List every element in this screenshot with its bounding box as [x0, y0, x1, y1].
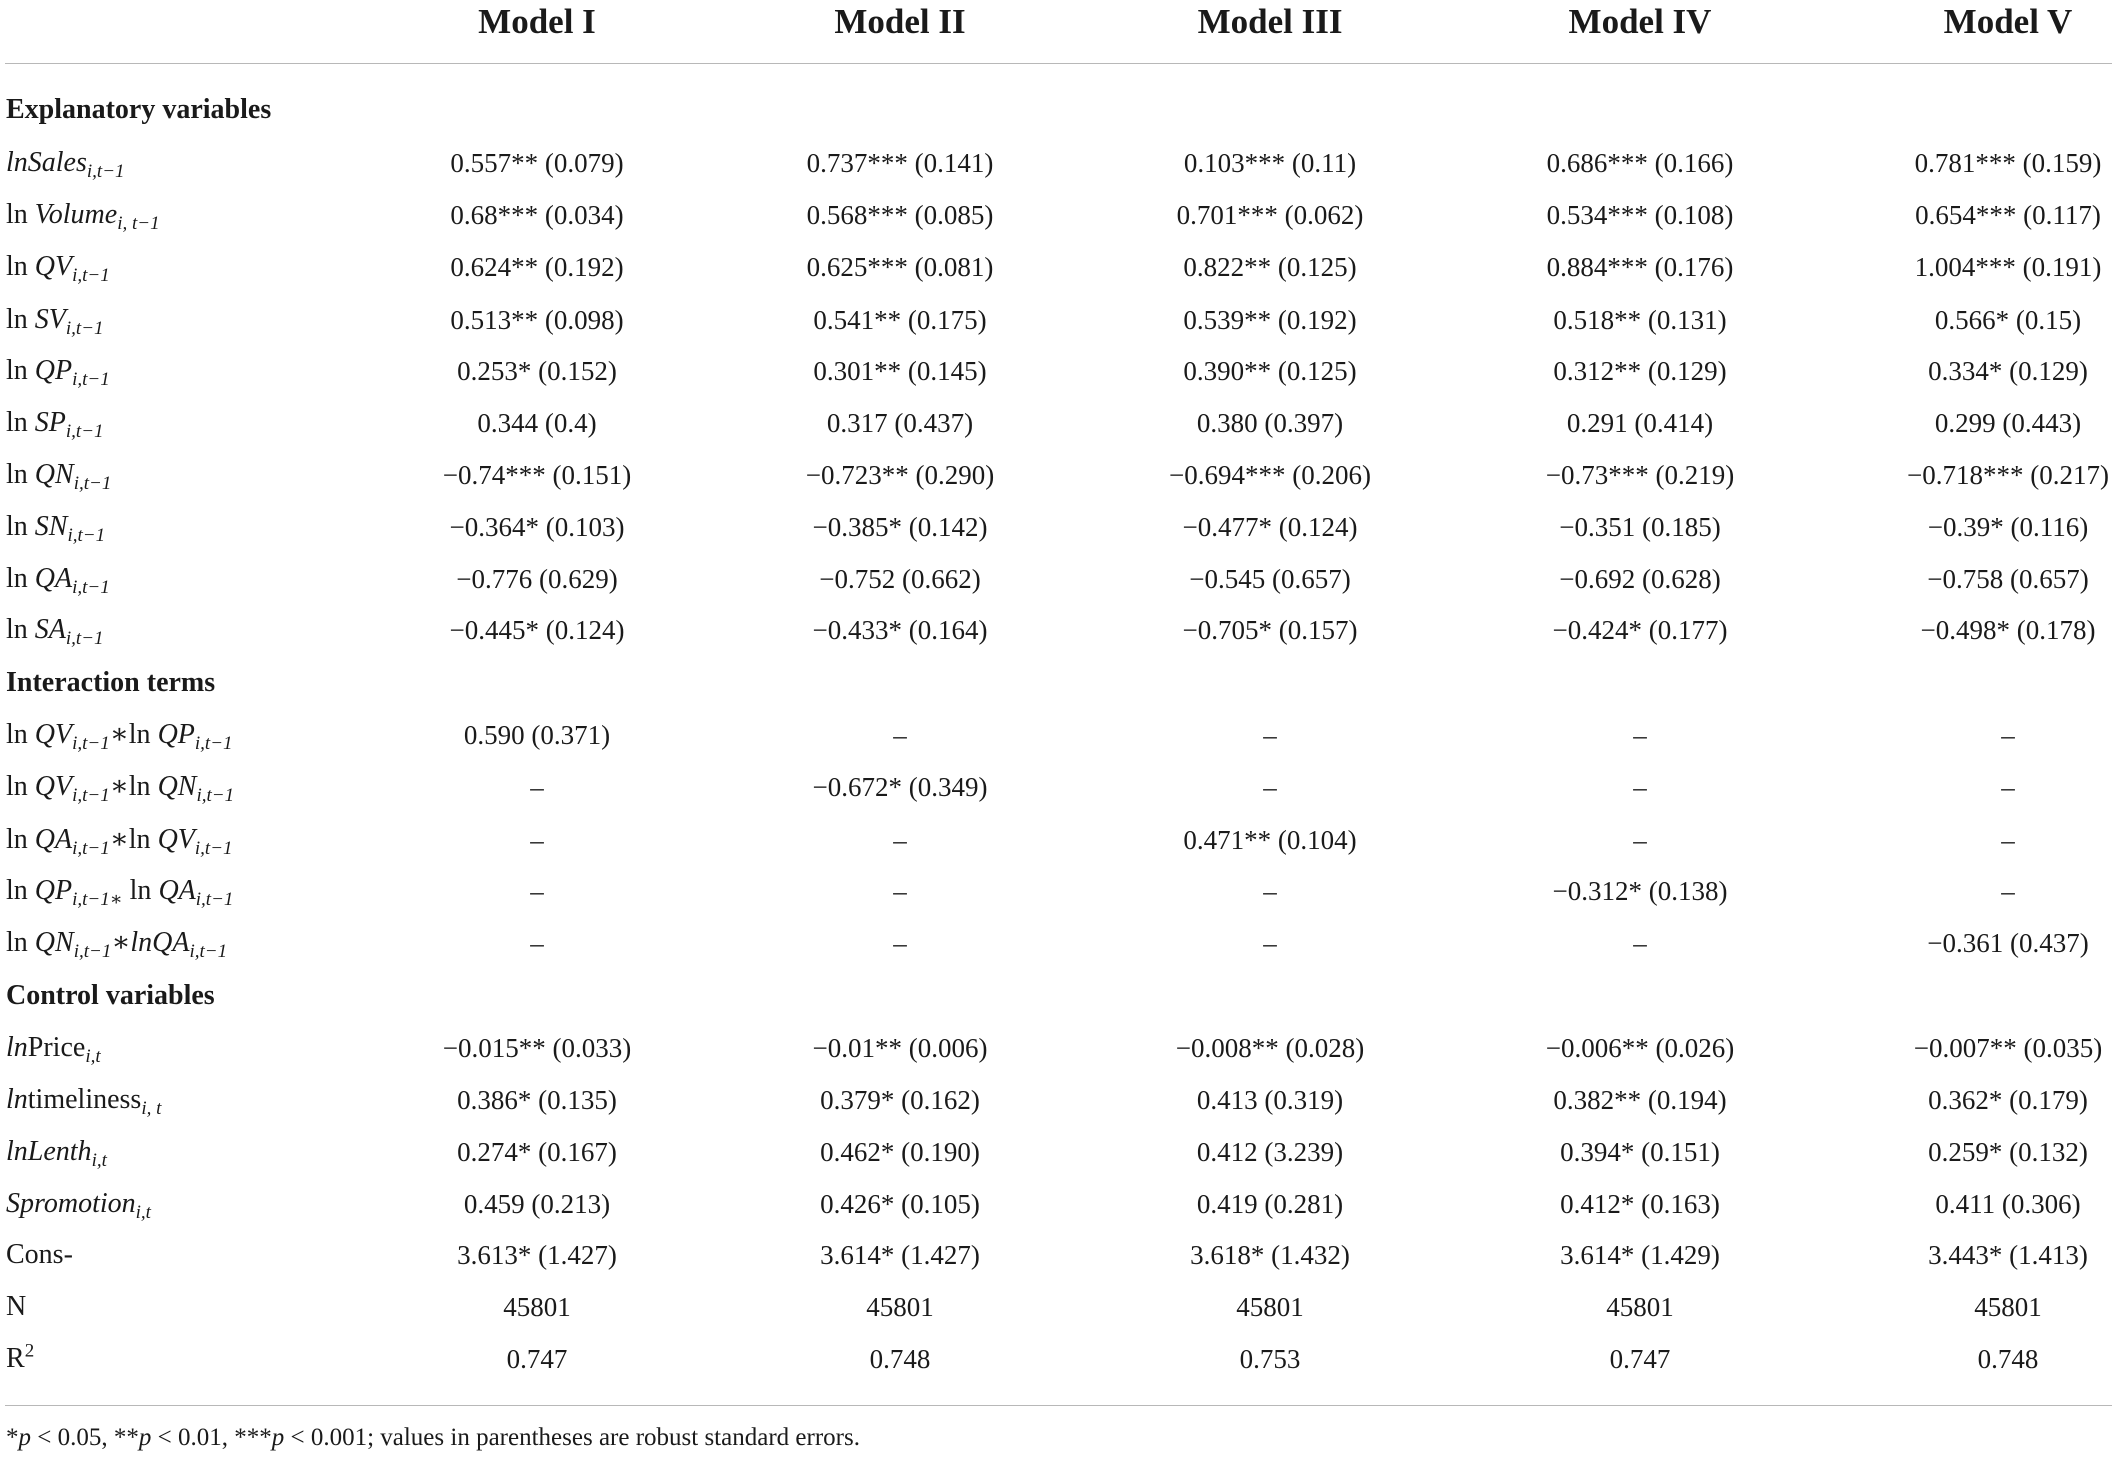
table-row [0, 561, 2117, 613]
label-prefix: ln [6, 511, 35, 542]
table-cell: −0.445* (0.124) [449, 615, 625, 645]
table-cell: 0.518** (0.131) [1553, 305, 1727, 335]
row-label [6, 1134, 107, 1170]
table-cell: −0.545 (0.657) [1189, 564, 1351, 594]
label-subscript: i,t−1 [195, 889, 234, 910]
label-variable: lnLenth [6, 1136, 92, 1167]
table-cell: 0.513** (0.098) [450, 305, 624, 335]
label-subscript: i,t−1 [73, 941, 112, 962]
table-row [0, 1341, 2117, 1393]
row-label [6, 302, 104, 338]
row-label [6, 405, 104, 441]
table-cell: 45801 [1974, 1292, 2042, 1322]
row-label [6, 249, 110, 285]
table-row [0, 1237, 2117, 1289]
table-header [0, 0, 2117, 62]
label-variable: lnSales [6, 147, 87, 178]
label-operator: ∗ [111, 927, 131, 958]
table-row [0, 822, 2117, 874]
table-cell: – [530, 825, 544, 855]
table-cell: – [1263, 928, 1277, 958]
table-cell: – [1263, 876, 1277, 906]
table-cell: 0.312** (0.129) [1553, 356, 1727, 386]
row-label [6, 1186, 151, 1222]
table-cell: 0.411 (0.306) [1935, 1189, 2081, 1219]
label-subscript: i, t [141, 1098, 162, 1119]
table-cell: 0.884*** (0.176) [1546, 252, 1734, 282]
table-cell: 0.274* (0.167) [457, 1137, 617, 1167]
table-cell: – [893, 720, 907, 750]
label-prefix: ln [6, 1032, 28, 1063]
label-prefix: ln [128, 719, 158, 750]
table-row [0, 197, 2117, 249]
row-label [6, 873, 233, 909]
row-label [6, 1030, 101, 1066]
table-cell: 1.004*** (0.191) [1914, 252, 2102, 282]
table-cell: 0.380 (0.397) [1196, 408, 1344, 438]
table-cell: 0.566* (0.15) [1934, 305, 2082, 335]
table-cell: 0.654*** (0.117) [1915, 200, 2101, 230]
table-cell: 0.748 [1977, 1344, 2039, 1374]
table-cell: 0.539** (0.192) [1183, 305, 1357, 335]
label-variable: SA [34, 614, 66, 645]
row-label [6, 353, 110, 389]
label-subscript: i,t−1 [72, 785, 110, 806]
label-prefix: ln [122, 875, 159, 906]
table-cell: −0.424* (0.177) [1552, 615, 1728, 645]
label-variable: Spromotion [6, 1188, 136, 1219]
label-subscript: i,t−1 [72, 577, 110, 598]
label-variable: SP [34, 407, 66, 438]
label-variable: QV [34, 251, 73, 282]
label-prefix: ln [6, 614, 35, 645]
footer-divider [5, 1405, 2112, 1406]
table-cell: – [530, 772, 544, 802]
table-cell: – [2001, 825, 2015, 855]
table-cell: 0.390** (0.125) [1183, 356, 1357, 386]
table-cell: 0.253* (0.152) [457, 356, 617, 386]
section-title-explanatory: Explanatory variables [6, 94, 272, 125]
label-variable: QP [34, 355, 73, 386]
footnote-p: p [138, 1424, 152, 1451]
row-label [6, 457, 111, 493]
label-subscript: i,t−1 [65, 628, 104, 649]
table-cell: 0.568*** (0.085) [806, 200, 994, 230]
label-prefix: ln [6, 824, 35, 855]
label-subscript: i,t−1 [189, 941, 228, 962]
table-row [0, 1134, 2117, 1186]
label-variable: SN [34, 511, 68, 542]
table-cell: – [1633, 825, 1647, 855]
label-variable: QA [158, 875, 196, 906]
table-row [0, 1082, 2117, 1134]
table-cell: – [2001, 772, 2015, 802]
section-row [0, 665, 2117, 717]
table-cell: 0.412 (3.239) [1196, 1137, 1344, 1167]
label-subscript: i, t−1 [117, 213, 160, 234]
row-label [6, 769, 234, 805]
table-cell: 0.590 (0.371) [463, 720, 611, 750]
table-cell: −0.74*** (0.151) [442, 460, 632, 490]
label-subscript: i,t−1 [86, 161, 125, 182]
label-operator: ∗ [109, 771, 129, 802]
table-cell: −0.718*** (0.217) [1907, 460, 2109, 490]
table-cell: 0.701*** (0.062) [1176, 200, 1364, 230]
col-header-model-1: Model I [478, 2, 596, 41]
table-cell: 0.379* (0.162) [820, 1085, 980, 1115]
label-subscript: i,t−1∗ [72, 889, 123, 910]
table-cell: −0.39* (0.116) [1927, 512, 2089, 542]
table-cell: 0.299 (0.443) [1934, 408, 2082, 438]
table-cell: −0.364* (0.103) [449, 512, 625, 542]
table-cell: −0.008** (0.028) [1175, 1033, 1365, 1063]
row-label [6, 925, 227, 961]
table-cell: 0.362* (0.179) [1928, 1085, 2088, 1115]
table-cell: −0.672* (0.349) [812, 772, 988, 802]
label-variable: QN [157, 771, 197, 802]
table-cell: 0.686*** (0.166) [1546, 148, 1734, 178]
table-cell: 0.459 (0.213) [463, 1189, 611, 1219]
table-row [0, 1289, 2117, 1341]
label-prefix: ln [6, 719, 35, 750]
label-prefix: ln [6, 875, 35, 906]
table-row [0, 612, 2117, 664]
table-cell: −0.433* (0.164) [812, 615, 988, 645]
label-subscript: i,t−1 [72, 733, 110, 754]
table-cell: 0.748 [869, 1344, 931, 1374]
table-cell: 0.386* (0.135) [457, 1085, 617, 1115]
label-prefix: ln [6, 355, 35, 386]
col-header-model-2: Model II [834, 2, 966, 41]
row-label [6, 822, 233, 858]
table-cell: 0.412* (0.163) [1560, 1189, 1720, 1219]
table-row [0, 249, 2117, 301]
label-subscript: i,t−1 [72, 369, 110, 390]
table-cell: 3.614* (1.429) [1560, 1240, 1720, 1270]
table-cell: 3.618* (1.432) [1190, 1240, 1350, 1270]
table-footnote [6, 1424, 860, 1452]
table-cell: – [893, 876, 907, 906]
label-subscript: i,t−1 [72, 265, 110, 286]
table-row [0, 509, 2117, 561]
footnote-text: < 0.05, ** [31, 1424, 139, 1451]
table-cell: 0.822** (0.125) [1183, 252, 1357, 282]
label-variable: QP [157, 719, 195, 750]
label-variable: lnQA [130, 927, 190, 958]
footnote-mark: * [6, 1424, 19, 1451]
row-label [6, 561, 110, 597]
label-variable: QV [34, 719, 73, 750]
label-subscript: i,t [85, 1046, 101, 1067]
table-cell: −0.758 (0.657) [1927, 564, 2089, 594]
label-text: Cons- [6, 1239, 73, 1270]
label-text: N [6, 1291, 27, 1322]
label-subscript: i,t−1 [65, 421, 104, 442]
table-cell: – [530, 876, 544, 906]
col-header-model-3: Model III [1197, 2, 1343, 41]
table-cell: −0.351 (0.185) [1559, 512, 1721, 542]
table-row [0, 302, 2117, 354]
label-variable: timeliness [27, 1084, 142, 1115]
table-cell: 45801 [866, 1292, 934, 1322]
label-superscript: 2 [24, 1340, 35, 1362]
table-cell: – [1263, 720, 1277, 750]
row-label [6, 717, 233, 753]
label-subscript: i,t [91, 1150, 107, 1171]
table-row [0, 925, 2117, 977]
row-label [6, 509, 105, 545]
label-operator: ∗ [109, 719, 129, 750]
table-cell: 0.103*** (0.11) [1183, 148, 1357, 178]
table-cell: – [1633, 772, 1647, 802]
table-row [0, 405, 2117, 457]
table-cell: 0.426* (0.105) [820, 1189, 980, 1219]
table-cell: −0.385* (0.142) [812, 512, 988, 542]
table-cell: 3.613* (1.427) [457, 1240, 617, 1270]
table-cell: −0.015** (0.033) [442, 1033, 632, 1063]
footnote-text: < 0.001; values in parentheses are robust standard errors. [284, 1424, 860, 1451]
table-row [0, 717, 2117, 769]
col-header-model-4: Model IV [1568, 2, 1712, 41]
label-prefix: ln [6, 927, 35, 958]
label-prefix: ln [6, 407, 35, 438]
table-cell: 0.753 [1239, 1344, 1301, 1374]
label-subscript: i,t−1 [194, 733, 233, 754]
table-cell: – [1633, 928, 1647, 958]
table-cell: – [530, 928, 544, 958]
row-label [6, 1082, 161, 1118]
table-cell: 0.334* (0.129) [1928, 356, 2088, 386]
table-cell: – [2001, 876, 2015, 906]
label-variable: Volume [34, 199, 118, 230]
label-subscript: i,t−1 [65, 318, 104, 339]
label-variable: QP [34, 875, 73, 906]
label-subscript: i,t−1 [67, 525, 106, 546]
label-variable: QV [34, 771, 73, 802]
label-variable: QN [34, 459, 74, 490]
table-cell: 0.291 (0.414) [1566, 408, 1714, 438]
table-cell: 3.614* (1.427) [820, 1240, 980, 1270]
label-subscript: i,t−1 [72, 838, 110, 859]
row-label [6, 612, 104, 648]
footnote-text: < 0.01, *** [151, 1424, 272, 1451]
label-variable: SV [34, 304, 66, 335]
label-variable: Price [27, 1032, 86, 1063]
table-cell: 0.541** (0.175) [813, 305, 987, 335]
table-cell: 0.471** (0.104) [1183, 825, 1357, 855]
label-subscript: i,t [135, 1202, 151, 1223]
footnote-p: p [271, 1424, 285, 1451]
table-cell: – [1633, 720, 1647, 750]
table-cell: −0.705* (0.157) [1182, 615, 1358, 645]
table-cell: −0.776 (0.629) [456, 564, 618, 594]
table-cell: 3.443* (1.413) [1928, 1240, 2088, 1270]
table-cell: 0.382** (0.194) [1553, 1085, 1727, 1115]
table-cell: 0.259* (0.132) [1928, 1137, 2088, 1167]
table-cell: −0.312* (0.138) [1552, 876, 1728, 906]
label-variable: QA [34, 563, 73, 594]
label-subscript: i,t−1 [196, 785, 235, 806]
row-label [6, 145, 125, 181]
table-cell: 0.413 (0.319) [1196, 1085, 1344, 1115]
label-prefix: ln [6, 251, 35, 282]
table-cell: 45801 [1236, 1292, 1304, 1322]
table-cell: 0.344 (0.4) [477, 408, 597, 438]
table-cell: 0.462* (0.190) [820, 1137, 980, 1167]
table-cell: 0.317 (0.437) [826, 408, 974, 438]
table-cell: 0.747 [1609, 1344, 1671, 1374]
table-row [0, 145, 2117, 197]
table-cell: – [2001, 720, 2015, 750]
label-prefix: ln [6, 563, 35, 594]
table-cell: 45801 [1606, 1292, 1674, 1322]
table-row [0, 1030, 2117, 1082]
table-cell: 0.625*** (0.081) [806, 252, 994, 282]
table-row [0, 769, 2117, 821]
row-label [6, 1237, 73, 1273]
col-header-model-5: Model V [1943, 2, 2073, 41]
table-cell: – [1263, 772, 1277, 802]
section-title-control: Control variables [6, 980, 215, 1011]
label-operator: ∗ [109, 824, 129, 855]
table-cell: −0.73*** (0.219) [1545, 460, 1735, 490]
table-cell: 0.419 (0.281) [1196, 1189, 1344, 1219]
label-prefix: ln [6, 1084, 28, 1115]
table-cell: −0.498* (0.178) [1920, 615, 2096, 645]
table-row [0, 873, 2117, 925]
table-cell: 0.394* (0.151) [1560, 1137, 1720, 1167]
table-row [0, 1186, 2117, 1238]
table-cell: −0.723** (0.290) [805, 460, 995, 490]
table-cell: 0.781*** (0.159) [1914, 148, 2102, 178]
label-variable: QN [34, 927, 74, 958]
label-variable: QA [34, 824, 73, 855]
table-cell: −0.361 (0.437) [1927, 928, 2089, 958]
table-cell: −0.477* (0.124) [1182, 512, 1358, 542]
label-prefix: ln [128, 771, 158, 802]
label-prefix: ln [128, 824, 158, 855]
table-cell: 0.737*** (0.141) [806, 148, 994, 178]
table-row [0, 353, 2117, 405]
table-cell: 0.534*** (0.108) [1546, 200, 1734, 230]
table-cell: −0.006** (0.026) [1545, 1033, 1735, 1063]
table-cell: 0.747 [506, 1344, 568, 1374]
footnote-p: p [18, 1424, 31, 1451]
table-cell: 0.624** (0.192) [450, 252, 624, 282]
table-cell: −0.692 (0.628) [1559, 564, 1721, 594]
label-prefix: ln [6, 304, 35, 335]
table-cell: −0.007** (0.035) [1913, 1033, 2103, 1063]
table-cell: 45801 [503, 1292, 571, 1322]
table-cell: 0.301** (0.145) [813, 356, 987, 386]
row-label [6, 1341, 34, 1377]
table-cell: – [893, 928, 907, 958]
section-title-interaction: Interaction terms [6, 667, 216, 698]
section-row [0, 92, 2117, 144]
table-cell: −0.01** (0.006) [812, 1033, 988, 1063]
label-prefix: ln [6, 199, 35, 230]
table-cell: −0.694*** (0.206) [1169, 460, 1371, 490]
row-label [6, 197, 160, 233]
table-cell: 0.557** (0.079) [450, 148, 624, 178]
table-cell: −0.752 (0.662) [819, 564, 981, 594]
label-subscript: i,t−1 [194, 838, 233, 859]
label-prefix: ln [6, 771, 35, 802]
table-cell: – [893, 825, 907, 855]
label-text: R [6, 1343, 25, 1374]
row-label [6, 1289, 26, 1325]
table-row [0, 457, 2117, 509]
header-divider [5, 63, 2112, 64]
label-variable: QV [157, 824, 195, 855]
table-cell: 0.68*** (0.034) [450, 200, 624, 230]
section-row [0, 978, 2117, 1030]
label-prefix: ln [6, 459, 35, 490]
label-subscript: i,t−1 [73, 473, 112, 494]
